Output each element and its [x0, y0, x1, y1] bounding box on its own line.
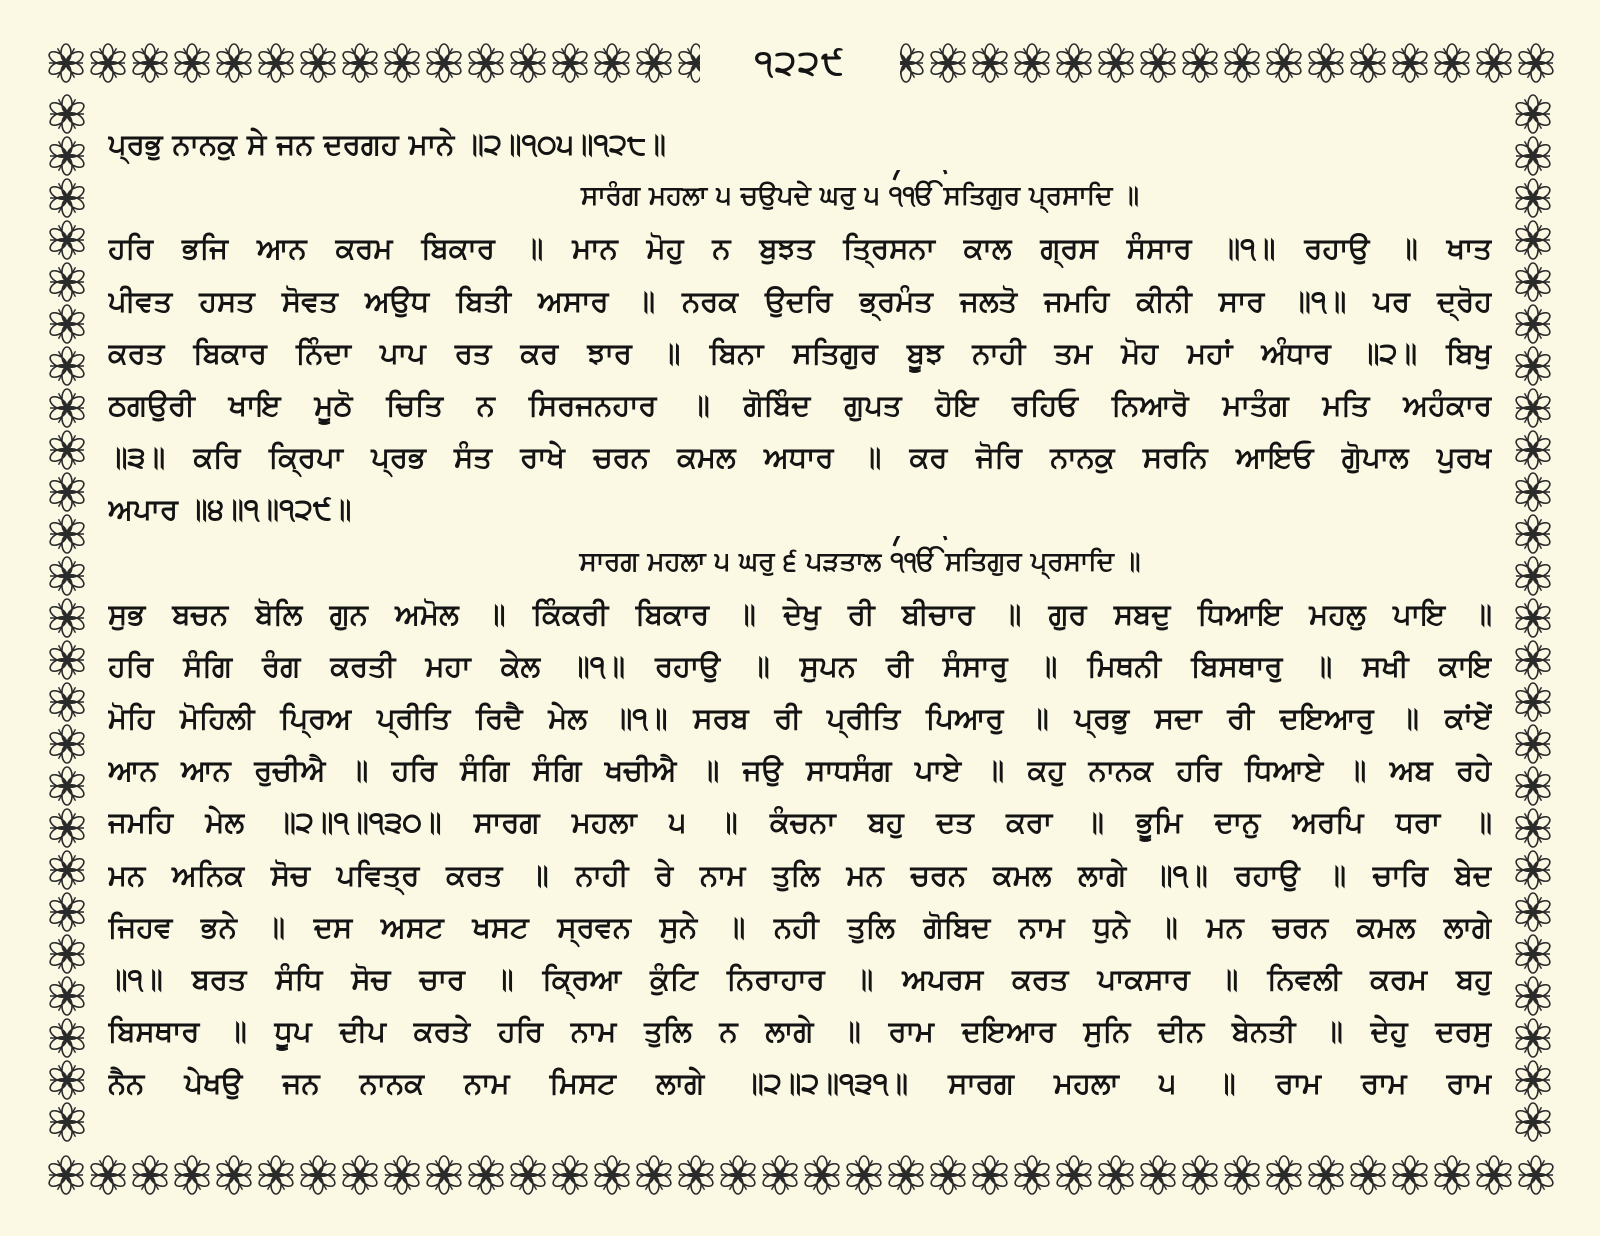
flower-icon — [1390, 1155, 1430, 1195]
flower-icon — [592, 1155, 632, 1195]
flower-icon — [802, 1155, 842, 1195]
text-line — [108, 640, 1492, 692]
scripture-text — [108, 118, 1492, 1110]
flower-icon — [1348, 43, 1388, 83]
flower-icon — [298, 1155, 338, 1195]
flower-icon — [928, 43, 968, 83]
text-line — [108, 118, 1492, 170]
flower-icon — [88, 43, 128, 83]
flower-icon — [970, 1155, 1010, 1195]
flower-icon — [1474, 1155, 1514, 1195]
flower-icon — [1012, 43, 1052, 83]
text-line — [108, 379, 1492, 431]
flower-icon — [298, 43, 338, 83]
text-line — [108, 901, 1492, 953]
flower-icon — [1513, 682, 1553, 722]
flower-icon — [47, 598, 87, 638]
line-text: ॥੧॥ ਬਰਤ ਸੰਧਿ ਸੋਚ ਚਾਰ ॥ ਕ੍ਰਿਆ ਕੁੰਟਿ ਨਿਰਾਹਾਰ ॥ ਅਪਰਸ ਕਰਤ ਪਾਕਸਾਰ ॥ ਨਿਵਲੀ ਕਰਮ ਬਹੁ — [108, 962, 1492, 996]
flower-icon — [1513, 976, 1553, 1016]
flower-icon — [172, 1155, 212, 1195]
flower-icon — [1513, 430, 1553, 470]
flower-icon — [1222, 43, 1262, 83]
line-text: ਜਿਹਵ ਭਨੇ ॥ ਦਸ ਅਸਟ ਖਸਟ ਸ੍ਰਵਨ ਸੁਨੇ ॥ ਨਹੀ ਤੁਲਿ ਗੋਬਿਦ ਨਾਮ ਧੁਨੇ ॥ ਮਨ ਚਰਨ ਕਮਲ ਲਾਗੇ — [108, 909, 1492, 944]
flower-icon — [1390, 43, 1430, 83]
flower-icon — [1513, 94, 1553, 134]
flower-icon — [1513, 724, 1553, 764]
flower-icon — [1513, 850, 1553, 890]
flower-icon — [886, 1155, 926, 1195]
flower-icon — [47, 556, 87, 596]
flower-icon — [1513, 640, 1553, 680]
flower-icon — [47, 514, 87, 554]
flower-icon — [1513, 304, 1553, 344]
flower-icon — [1513, 262, 1553, 302]
flower-icon — [256, 43, 296, 83]
flower-icon — [1096, 1155, 1136, 1195]
line-text: ਸਾਰੰਗ ਮਹਲਾ ੫ ਚਉਪਦੇ ਘਰੁ ੫ ੧ੴ ਸਤਿਗੁਰ ਪ੍ਰਸਾਦਿ ॥ — [581, 181, 1139, 212]
flower-icon — [1012, 1155, 1052, 1195]
flower-icon — [382, 1155, 422, 1195]
line-text: ਮੋਹਿ ਮੋਹਿਲੀ ਪ੍ਰਿਅ ਪ੍ਰੀਤਿ ਰਿਦੈ ਮੇਲ ॥੧॥ ਸਰਬ ਰੀ ਪ੍ਰੀਤਿ ਪਿਆਰੁ ॥ ਪ੍ਰਭੁ ਸਦਾ ਰੀ ਦਇਆਰੁ ॥ ਕਾਂਏਂ — [108, 701, 1492, 736]
flower-icon — [1306, 43, 1346, 83]
flower-icon — [47, 1018, 87, 1058]
text-line — [108, 1057, 1492, 1109]
flower-icon — [172, 43, 212, 83]
flower-icon — [47, 808, 87, 848]
flower-icon — [1513, 598, 1553, 638]
flower-icon — [47, 136, 87, 176]
text-line — [108, 222, 1492, 274]
flower-icon — [1513, 892, 1553, 932]
flower-icon — [1513, 934, 1553, 974]
flower-icon — [47, 892, 87, 932]
flower-icon — [46, 1155, 86, 1195]
text-line — [108, 849, 1492, 901]
line-text: ॥੩॥ ਕਰਿ ਕ੍ਰਿਪਾ ਪ੍ਰਭ ਸੰਤ ਰਾਖੇ ਚਰਨ ਕਮਲ ਅਧਾਰ ॥ ਕਰ ਜੋਰਿ ਨਾਨਕੁ ਸਰਨਿ ਆਇਓ ਗੋੁਪਾਲ ਪੁਰਖ — [108, 440, 1492, 475]
line-text: ਠਗਉਰੀ ਖਾਇ ਮੂਠੋ ਚਿਤਿ ਨ ਸਿਰਜਨਹਾਰ ॥ ਗੋਬਿੰਦ ਗੁਪਤ ਹੋਇ ਰਹਿਓ ਨਿਆਰੋ ਮਾਤੰਗ ਮਤਿ ਅਹੰਕਾਰ — [108, 387, 1492, 422]
flower-icon — [1096, 43, 1136, 83]
flower-icon — [214, 1155, 254, 1195]
flower-icon — [47, 94, 87, 134]
flower-icon — [1516, 43, 1556, 83]
flower-icon — [88, 1155, 128, 1195]
flower-icon — [130, 1155, 170, 1195]
flower-icon — [47, 1102, 87, 1142]
flower-icon — [47, 472, 87, 512]
flower-icon — [1264, 1155, 1304, 1195]
flower-icon — [1513, 136, 1553, 176]
section-heading — [108, 536, 1492, 588]
flower-icon — [1513, 388, 1553, 428]
flower-icon — [676, 1155, 716, 1195]
flower-icon — [382, 43, 422, 83]
flower-icon — [340, 43, 380, 83]
flower-icon — [47, 220, 87, 260]
flower-icon — [47, 304, 87, 344]
flower-icon — [1513, 346, 1553, 386]
line-text: ਹਰਿ ਭਜਿ ਆਨ ਕਰਮ ਬਿਕਾਰ ॥ ਮਾਨ ਮੋਹੁ ਨ ਬੁਝਤ ਤ੍ਰਿਸਨਾ ਕਾਲ ਗ੍ਰਸ ਸੰਸਾਰ ॥੧॥ ਰਹਾਉ ॥ ਖਾਤ — [108, 231, 1492, 266]
text-line — [108, 275, 1492, 327]
line-text: ਆਨ ਆਨ ਰੁਚੀਐ ॥ ਹਰਿ ਸੰਗਿ ਸੰਗਿ ਖਚੀਐ ॥ ਜਉ ਸਾਧਸੰਗ ਪਾਏ ॥ ਕਹੁ ਨਾਨਕ ਹਰਿ ਧਿਆਏ ॥ ਅਬ ਰਹੇ — [108, 753, 1492, 788]
flower-icon — [47, 976, 87, 1016]
flower-icon — [718, 1155, 758, 1195]
flower-icon — [1513, 1018, 1553, 1058]
flower-icon — [1513, 472, 1553, 512]
flower-icon — [424, 43, 464, 83]
line-text: ਸੁਭ ਬਚਨ ਬੋਲਿ ਗੁਨ ਅਮੋਲ ॥ ਕਿੰਕਰੀ ਬਿਕਾਰ ॥ ਦੇਖੁ ਰੀ ਬੀਚਾਰ ॥ ਗੁਰ ਸਬਦੁ ਧਿਆਇ ਮਹਲੁ ਪਾਇ ॥ — [108, 596, 1492, 631]
flower-icon — [47, 178, 87, 218]
line-text: ਕਰਤ ਬਿਕਾਰ ਨਿੰਦਾ ਪਾਪ ਰਤ ਕਰ ਝਾਰ ॥ ਬਿਨਾ ਸਤਿਗੁਰ ਬੂਝ ਨਾਹੀ ਤਮ ਮੋਹ ਮਹਾਂ ਅੰਧਾਰ ॥੨॥ ਬਿਖੁ — [108, 335, 1492, 370]
flower-icon — [1513, 556, 1553, 596]
flower-icon — [1516, 1155, 1556, 1195]
flower-icon — [46, 43, 86, 83]
flower-icon — [1054, 1155, 1094, 1195]
flower-icon — [47, 640, 87, 680]
flower-icon — [1222, 1155, 1262, 1195]
flower-icon — [592, 43, 632, 83]
text-line — [108, 483, 1492, 535]
flower-icon — [928, 1155, 968, 1195]
flower-icon — [1138, 43, 1178, 83]
line-text: ਅਪਾਰ ॥੪॥੧॥੧੨੯॥ — [108, 492, 352, 527]
line-text: ਪ੍ਰਭੁ ਨਾਨਕੁ ਸੇ ਜਨ ਦਰਗਹ ਮਾਨੇ ॥੨॥੧੦੫॥੧੨੮॥ — [108, 127, 666, 161]
flower-icon — [760, 1155, 800, 1195]
line-text: ਨੈਨ ਪੇਖਉ ਜਨ ਨਾਨਕ ਨਾਮ ਮਿਸਟ ਲਾਗੇ ॥੨॥੨॥੧੩੧॥ ਸਾਰਗ ਮਹਲਾ ੫ ॥ ਰਾਮ ਰਾਮ ਰਾਮ — [108, 1066, 1492, 1101]
section-heading — [108, 170, 1492, 222]
flower-icon — [1513, 514, 1553, 554]
flower-icon — [1180, 1155, 1220, 1195]
flower-icon — [47, 388, 87, 428]
flower-icon — [1474, 43, 1514, 83]
right-border-ornament — [1510, 90, 1556, 1152]
flower-icon — [47, 682, 87, 722]
flower-icon — [1264, 43, 1304, 83]
flower-icon — [508, 43, 548, 83]
line-text: ਪੀਵਤ ਹਸਤ ਸੋਵਤ ਅਉਧ ਬਿਤੀ ਅਸਾਰ ॥ ਨਰਕ ਉਦਰਿ ਭ੍ਰਮੰਤ ਜਲਤੋ ਜਮਹਿ ਕੀਨੀ ਸਾਰ ॥੧॥ ਪਰ ਦ੍ਰੋਹ — [108, 283, 1492, 318]
page-number: ੧੨੨੯ — [700, 40, 900, 86]
flower-icon — [214, 43, 254, 83]
line-text: ਬਿਸਥਾਰ ॥ ਧੂਪ ਦੀਪ ਕਰਤੇ ਹਰਿ ਨਾਮ ਤੁਲਿ ਨ ਲਾਗੇ ॥ ਰਾਮ ਦਇਆਰ ਸੁਨਿ ਦੀਨ ਬੇਨਤੀ ॥ ਦੇਹੁ ਦਰਸੁ — [108, 1014, 1492, 1049]
flower-icon — [47, 262, 87, 302]
flower-icon — [1306, 1155, 1346, 1195]
flower-icon — [47, 724, 87, 764]
text-line — [108, 953, 1492, 1005]
flower-icon — [550, 1155, 590, 1195]
flower-icon — [47, 850, 87, 890]
text-line — [108, 692, 1492, 744]
flower-icon — [1138, 1155, 1178, 1195]
flower-icon — [1513, 808, 1553, 848]
text-line — [108, 796, 1492, 848]
flower-icon — [1513, 1102, 1553, 1142]
flower-icon — [47, 766, 87, 806]
flower-icon — [1432, 1155, 1472, 1195]
text-line — [108, 431, 1492, 483]
flower-icon — [1432, 43, 1472, 83]
text-line — [108, 744, 1492, 796]
flower-icon — [47, 1060, 87, 1100]
flower-icon — [340, 1155, 380, 1195]
flower-icon — [508, 1155, 548, 1195]
flower-icon — [1348, 1155, 1388, 1195]
flower-icon — [47, 430, 87, 470]
flower-icon — [47, 934, 87, 974]
flower-icon — [1513, 178, 1553, 218]
flower-icon — [1180, 43, 1220, 83]
flower-icon — [256, 1155, 296, 1195]
flower-icon — [1513, 1060, 1553, 1100]
text-line — [108, 1005, 1492, 1057]
line-text: ਸਾਰਗ ਮਹਲਾ ੫ ਘਰੁ ੬ ਪੜਤਾਲ ੧ੴ ਸਤਿਗੁਰ ਪ੍ਰਸਾਦਿ ॥ — [579, 546, 1141, 577]
flower-icon — [1054, 43, 1094, 83]
line-text: ਹਰਿ ਸੰਗਿ ਰੰਗ ਕਰਤੀ ਮਹਾ ਕੇਲ ॥੧॥ ਰਹਾਉ ॥ ਸੁਪਨ ਰੀ ਸੰਸਾਰੁ ॥ ਮਿਥਨੀ ਬਿਸਥਾਰੁ ॥ ਸਖੀ ਕਾਇ — [108, 648, 1492, 683]
flower-icon — [466, 1155, 506, 1195]
flower-icon — [970, 43, 1010, 83]
line-text: ਮਨ ਅਨਿਕ ਸੋਚ ਪਵਿਤ੍ਰ ਕਰਤ ॥ ਨਾਹੀ ਰੇ ਨਾਮ ਤੁਲਿ ਮਨ ਚਰਨ ਕਮਲ ਲਾਗੇ ॥੧॥ ਰਹਾਉ ॥ ਚਾਰਿ ਬੇਦ — [108, 857, 1492, 892]
flower-icon — [1513, 766, 1553, 806]
flower-icon — [634, 43, 674, 83]
text-line — [108, 588, 1492, 640]
flower-icon — [466, 43, 506, 83]
flower-icon — [47, 346, 87, 386]
flower-icon — [844, 1155, 884, 1195]
flower-icon — [1513, 220, 1553, 260]
flower-icon — [634, 1155, 674, 1195]
left-border-ornament — [44, 90, 90, 1152]
flower-icon — [424, 1155, 464, 1195]
flower-icon — [130, 43, 170, 83]
bottom-border-ornament — [44, 1152, 1556, 1198]
flower-icon — [550, 43, 590, 83]
text-line — [108, 327, 1492, 379]
line-text: ਜਮਹਿ ਮੇਲ ॥੨॥੧॥੧੩੦॥ ਸਾਰਗ ਮਹਲਾ ੫ ॥ ਕੰਚਨਾ ਬਹੁ ਦਤ ਕਰਾ ॥ ਭੂਮਿ ਦਾਨੁ ਅਰਪਿ ਧਰਾ ॥ — [108, 805, 1492, 840]
